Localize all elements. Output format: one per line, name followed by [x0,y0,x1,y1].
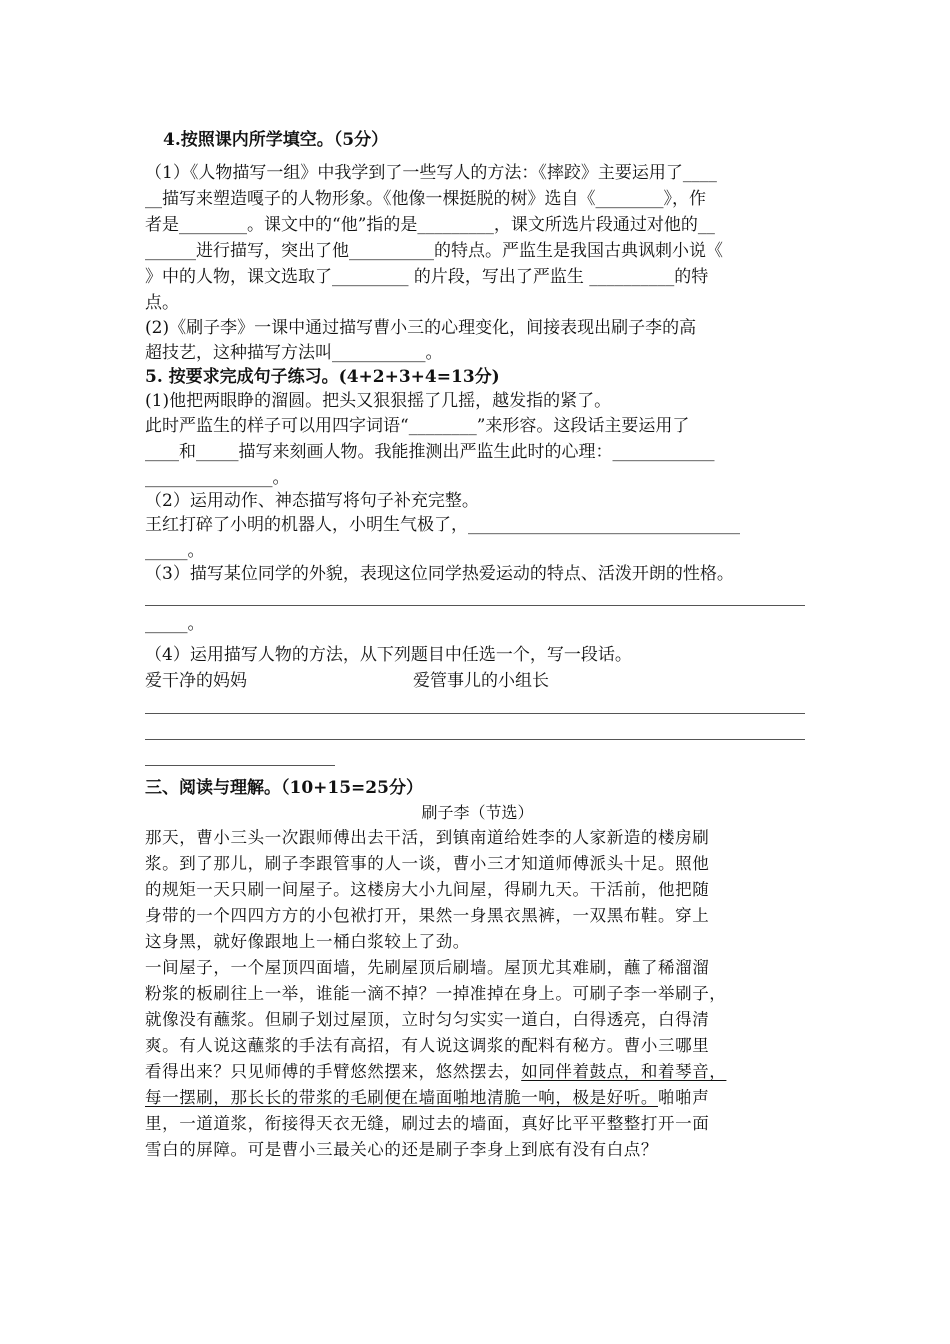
answer-line [145,605,805,606]
answer-line [145,713,805,714]
answer-line [145,739,805,740]
section3-heading: 三、阅读与理解。（10+15=25分） [145,778,423,798]
passage-line: 这身黑，就好像跟地上一桶白浆较上了劲。 [145,932,470,951]
q4-line-4: ______进行描写，突出了他__________的特点。严监生是我国古典讽刺小说《 [145,241,723,261]
passage-title: 刷子李（节选） [421,803,534,822]
q4-line-7: (2)《刷子李》一课中通过描写曹小三的心理变化，间接表现出刷子李的高 [145,318,697,338]
q5-line-2: 此时严监生的样子可以用四字词语“________”来形容。这段话主要运用了 [145,416,690,436]
q4-line-6: 点。 [145,293,179,313]
underlined-sentence: 每一摆刷，那长长的带浆的毛刷便在墙面啪地清脆一响，极是好听。 [145,1088,658,1107]
q5-line-7: _____。 [145,541,205,561]
topic-option-mom: 爱干净的妈妈 [145,671,247,691]
q4-line-8: 超技艺，这种描写方法叫___________。 [145,343,443,363]
passage-line: 就像没有蘸浆。但刷子划过屋顶，立时匀匀实实一道白，白得透亮，白得清 [145,1010,710,1029]
q5-line-6: 王红打碎了小明的机器人，小明生气极了，________________________________ [145,515,740,535]
q4-line-3: 者是________。课文中的“他”指的是_________，课文所选片段通过对他的__ [145,215,715,235]
q5-line-3: ____和_____描写来刻画人物。我能推测出严监生此时的心理：____________ [145,442,715,462]
passage-line: 里，一道道浆，衔接得天衣无缝，刷过去的墙面，真好比平平整整打开一面 [145,1114,710,1133]
passage-line: 身带的一个四四方方的小包袱打开，果然一身黑衣黑裤，一双黑布鞋。穿上 [145,906,710,925]
passage-text: 啪啪声 [658,1088,710,1107]
passage-line [145,1085,810,1111]
q5-line-1: (1)他把两眼睁的溜圆。把头又狠狠摇了几摇，越发指的紧了。 [145,391,612,411]
q4-line-2: __描写来塑造嘎子的人物形象。《他像一棵挺脱的树》选自《________》，作 [145,189,706,209]
topic-option-leader: 爱管事儿的小组长 [413,671,549,691]
answer-line [145,765,335,766]
passage-line: 的规矩一天只刷一间屋子。这楼房大小九间屋，得刷九天。干活前，他把随 [145,880,710,899]
passage-line: 浆。到了那儿，刷子李跟管事的人一谈，曹小三才知道师傅派头十足。照他 [145,854,710,873]
q5-line-9: _____。 [145,614,205,634]
q5-line-5: （2）运用动作、神态描写将句子补充完整。 [145,491,479,511]
passage-line [145,1059,810,1085]
passage-text: 看得出来？只见师傅的手臂悠然摆来，悠然摆去， [145,1062,522,1081]
passage-line: 雪白的屏障。可是曹小三最关心的还是刷子李身上到底有没有白点？ [145,1140,658,1159]
underlined-sentence: 如同伴着鼓点，和着琴音， [521,1062,727,1081]
q5-line-4: _______________。 [145,468,290,488]
q4-heading: 4.按照课内所学填空。（5分） [163,130,389,150]
passage-line: 粉浆的板刷往上一举，谁能一滴不掉？一掉准掉在身上。可刷子李一举刷子， [145,984,727,1003]
q5-line-8: （3）描写某位同学的外貌，表现这位同学热爱运动的特点、活泼开朗的性格。 [145,564,734,584]
passage-line: 爽。有人说这蘸浆的手法有高招，有人说这调浆的配料有秘方。曹小三哪里 [145,1036,710,1055]
q4-line-5: 》中的人物，课文选取了_________ 的片段，写出了严监生 __________的特 [145,267,709,287]
passage-line: 一间屋子，一个屋顶四面墙，先刷屋顶后刷墙。屋顶尤其难刷，蘸了稀溜溜 [145,958,710,977]
passage-line: 那天，曹小三头一次跟师傅出去干活，到镇南道给姓李的人家新造的楼房刷 [145,828,710,847]
q4-line-1: （1）《人物描写一组》中我学到了一些写人的方法：《摔跤》主要运用了____ [145,163,717,183]
q5-line-10: （4）运用描写人物的方法，从下列题目中任选一个，写一段话。 [145,645,632,665]
q5-heading: 5. 按要求完成句子练习。(4+2+3+4=13分) [145,367,500,387]
